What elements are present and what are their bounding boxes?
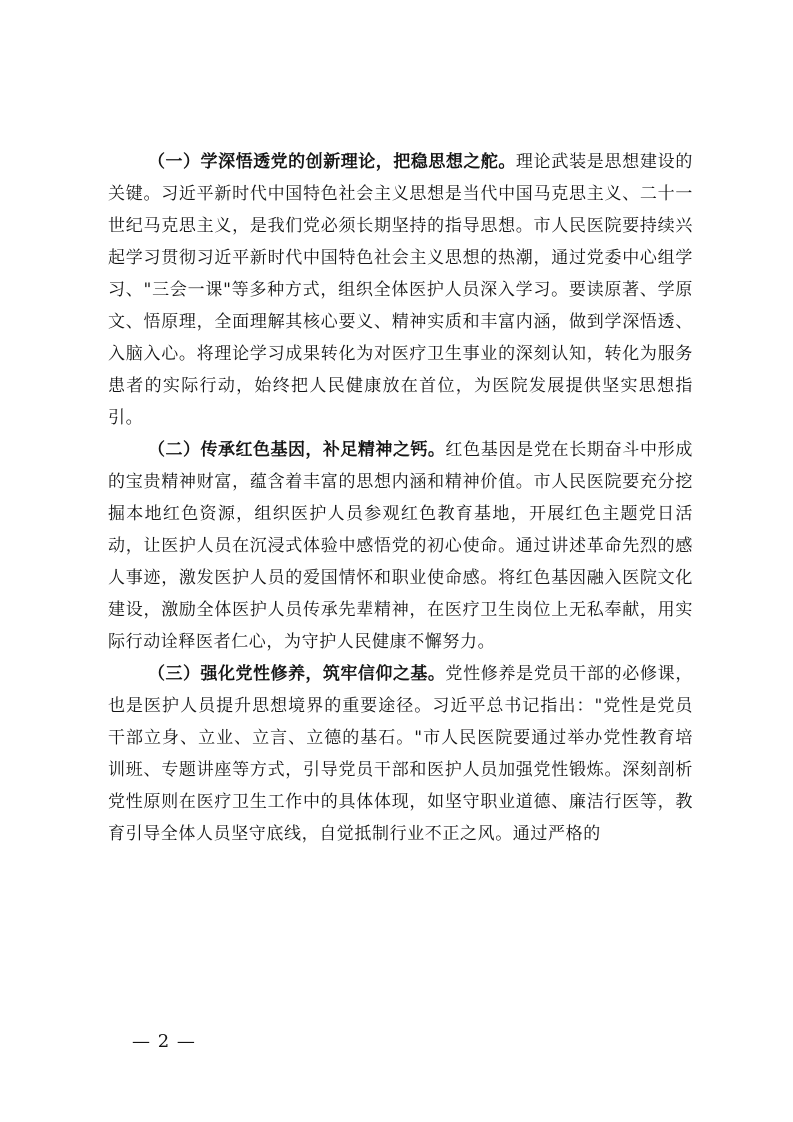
paragraph-1	[108, 146, 693, 434]
paragraph-3-body: 党性修养是党员干部的必修课，也是医护人员提升思想境界的重要途径。习近平总书记指出："党性是党员干部立身、立业、立言、立德的基石。"市人民医院要通过举办党性教育培训班、专题讲座等方式，引导党员干部和医护人员加强党性锻炼。深刻剖析党性原则在医疗卫生工作中的具体体现，如坚守职业道德、廉洁行医等，教育引导全体人员坚守底线，自觉抵制行业不正之风。通过严格的	[108, 664, 693, 844]
paragraph-1-body: 理论武装是思想建设的关键。习近平新时代中国特色社会主义思想是当代中国马克思主义、二十一世纪马克思主义，是我们党必须长期坚持的指导思想。市人民医院要持续兴起学习贯彻习近平新时代中国特色社会主义思想的热潮，通过党委中心组学习、"三会一课"等多种方式，组织全体医护人员深入学习。要读原著、学原文、悟原理，全面理解其核心要义、精神实质和丰富内涵，做到学深悟透、入脑入心。将理论学习成果转化为对医疗卫生事业的深刻认知，转化为服务患者的实际行动，始终把人民健康放在首位，为医院发展提供坚实思想指引。	[108, 152, 693, 428]
paragraph-1-heading: （一）学深悟透党的创新理论，把稳思想之舵。	[148, 152, 516, 172]
page-number: — 2 —	[132, 1031, 196, 1052]
paragraph-2-body: 红色基因是党在长期奋斗中形成的宝贵精神财富，蕴含着丰富的思想内涵和精神价值。市人民医院要充分挖掘本地红色资源，组织医护人员参观红色教育基地，开展红色主题党日活动，让医护人员在沉浸式体验中感悟党的初心使命。通过讲述革命先烈的感人事迹，激发医护人员的爱国情怀和职业使命感。将红色基因融入医院文化建设，激励全体医护人员传承先辈精神，在医疗卫生岗位上无私奉献，用实际行动诠释医者仁心，为守护人民健康不懈努力。	[108, 440, 693, 652]
paragraph-3-heading: （三）强化党性修养，筑牢信仰之基。	[148, 664, 446, 684]
paragraph-3	[108, 658, 693, 850]
document-body	[108, 146, 693, 850]
paragraph-2	[108, 434, 693, 658]
paragraph-2-heading: （二）传承红色基因，补足精神之钙。	[148, 440, 446, 460]
